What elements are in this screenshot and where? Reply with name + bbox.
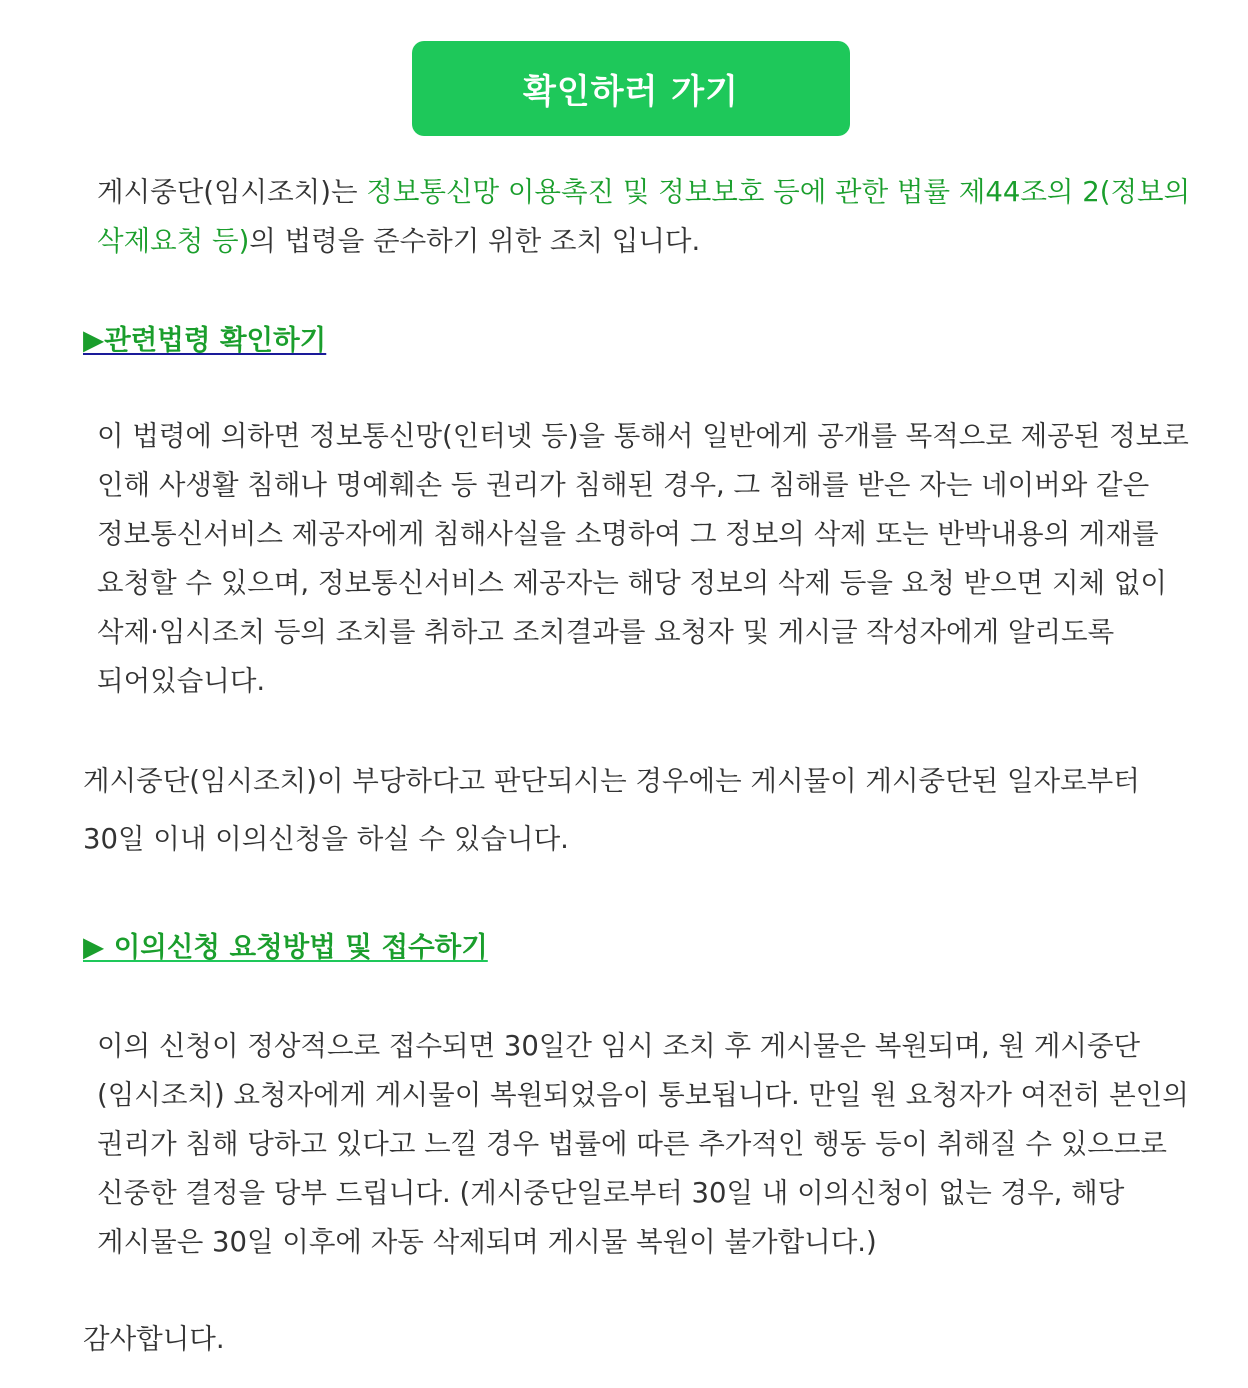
related-law-link[interactable]: ▶관련법령 확인하기 xyxy=(83,324,327,356)
confirm-button-label: 확인하러 가기 xyxy=(523,72,739,112)
closing-text: 감사합니다. xyxy=(83,1323,225,1355)
intro-paragraph xyxy=(83,168,1192,266)
restore-info-paragraph: 이의 신청이 정상적으로 접수되면 30일간 임시 조치 후 게시물은 복원되며, 원 게시중단(임시조치) 요청자에게 게시물이 복원되었음이 통보됩니다. 만일 원 요청자가 여전히 본인의 권리가 침해 당하고 있다고 느낄 경우 법률에 따른 추가적인 행동 등이 취해질 수 있으므로 신중한 결정을 당부 드립니다. (게시중단일로부터 30일 내 이의신청이 없는 경우, 해당 게시물은 30일 이후에 자동 삭제되며 게시물 복원이 불가합니다.) xyxy=(97,1030,1189,1258)
intro-prefix: 게시중단(임시조치)는 xyxy=(97,176,367,208)
law-explanation-paragraph: 이 법령에 의하면 정보통신망(인터넷 등)을 통해서 일반에게 공개를 목적으로 제공된 정보로 인해 사생활 침해나 명예훼손 등 권리가 침해된 경우, 그 침해를 받은 자는 네이버와 같은 정보통신서비스 제공자에게 침해사실을 소명하여 그 정보의 삭제 또는 반박내용의 게재를 요청할 수 있으며, 정보통신서비스 제공자는 해당 정보의 삭제 등을 요청 받으면 지체 없이 삭제·임시조치 등의 조치를 취하고 조치결과를 요청자 및 게시글 작성자에게 알리도록 되어있습니다. xyxy=(97,420,1189,697)
objection-request-link[interactable]: ▶ 이의신청 요청방법 및 접수하기 xyxy=(83,931,488,963)
confirm-button[interactable] xyxy=(412,41,850,136)
intro-suffix: 의 법령을 준수하기 위한 조치 입니다. xyxy=(249,225,701,257)
objection-info-paragraph: 게시중단(임시조치)이 부당하다고 판단되시는 경우에는 게시물이 게시중단된 일자로부터 30일 이내 이의신청을 하실 수 있습니다. xyxy=(83,765,1140,855)
law-name: 정보통신망 이용촉진 및 정보보호 등에 관한 법률 제44조의 2(정보의 삭제요청 등) xyxy=(97,176,1191,257)
